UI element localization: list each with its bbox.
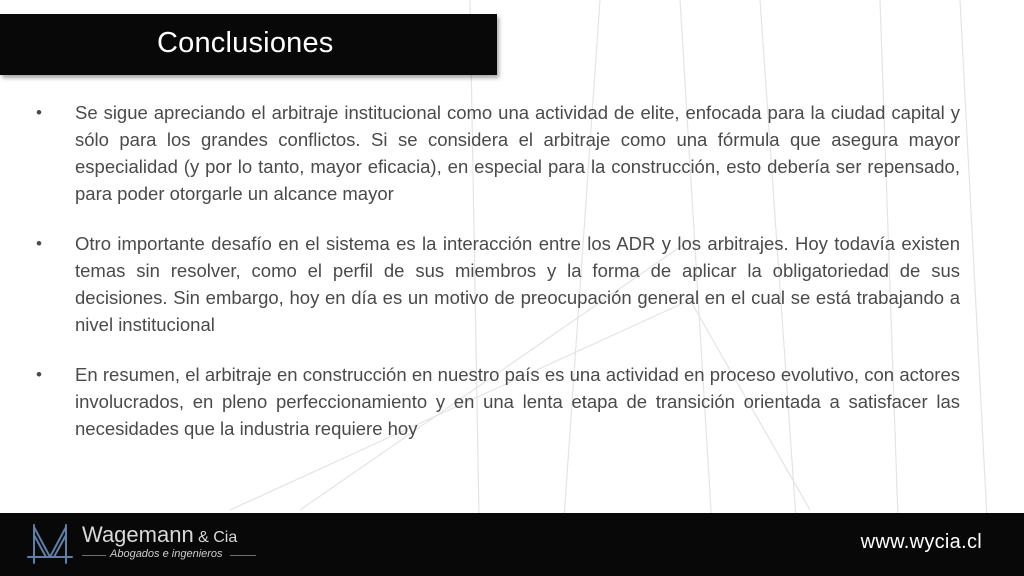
bullet-marker: • (36, 234, 42, 253)
bridge-logo-icon (26, 521, 74, 565)
bullet-text: En resumen, el arbitraje en construcción en nuestro país es una actividad en proceso evolutivo, con actores involucrados, en pleno perfeccionamiento y en una lenta etapa de transición orientada a satisfacer las necesidades que la industria requiere hoy (75, 364, 960, 439)
brand-name (82, 522, 237, 548)
divider (82, 555, 106, 556)
bullet-item (30, 230, 960, 338)
divider (230, 555, 256, 556)
brand-name-text: Wagemann (82, 522, 194, 547)
brand-amp-text: & Cia (193, 529, 238, 546)
website-link[interactable]: www.wycia.cl (860, 531, 982, 553)
bullet-marker: • (36, 365, 42, 384)
bullet-marker: • (36, 103, 42, 122)
bullet-item (30, 99, 960, 207)
footer-bar (0, 513, 1024, 576)
brand-subtitle-row (82, 548, 262, 562)
brand-subtitle: Abogados e ingenieros (110, 548, 223, 560)
title-bar (0, 14, 497, 75)
slide-title: Conclusiones (157, 27, 334, 59)
bullet-text: Otro importante desafío en el sistema es la interacción entre los ADR y los arbitrajes. Hoy todavía existen temas sin resolver, como el perfil de sus miembros y la forma de aplicar la obligatoriedad de sus decisiones. Sin embargo, hoy en día es un motivo de preocupación general en el cual se está trabajando a nivel institucional (75, 233, 960, 335)
bullet-text: Se sigue apreciando el arbitraje institucional como una actividad de elite, enfocada para la ciudad capital y sólo para los grandes conflictos. Si se considera el arbitraje como una fórmula que asegura mayor especialidad (y por lo tanto, mayor eficacia), en especial para la construcción, esto debería ser repensado, para poder otorgarle un alcance mayor (75, 102, 960, 204)
bullet-item (30, 361, 960, 442)
bullet-list (30, 99, 960, 465)
